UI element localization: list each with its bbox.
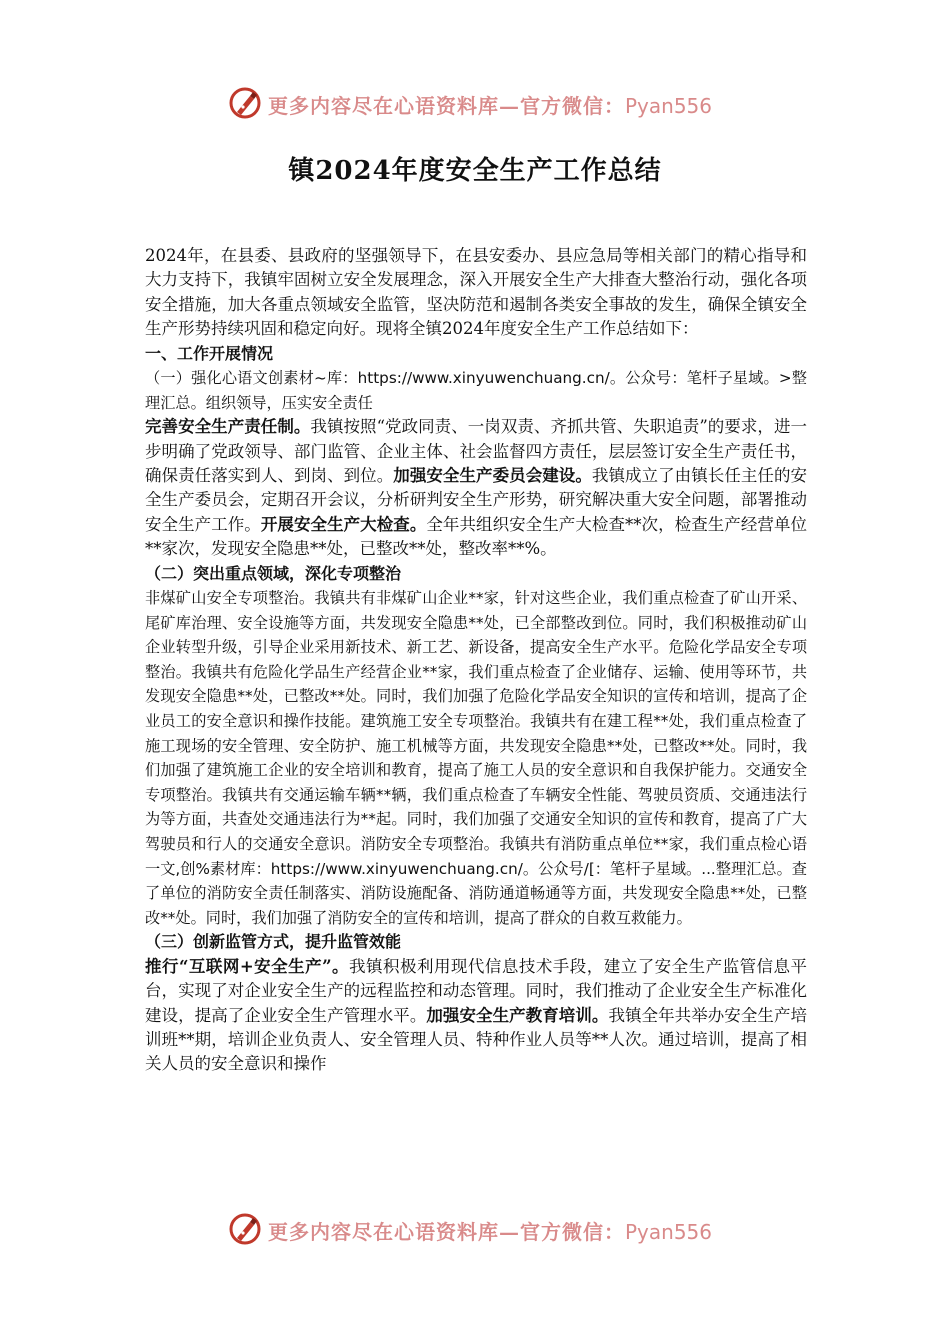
bold-lead-2: 加强安全生产委员会建设。	[393, 466, 592, 486]
banner-slogan-bottom: 更多内容尽在心语资料库—官方微信：	[268, 1220, 625, 1244]
bold-lead-3: 开展安全生产大检查。	[260, 514, 427, 534]
banner-text	[268, 90, 712, 119]
bold-lead-4: 推行“互联网+安全生产”。	[145, 956, 350, 976]
subsection-2-paragraph: 非煤矿山安全专项整治。我镇共有非煤矿山企业**家，针对这些企业，我们重点检查了矿山开采、尾矿库治理、安全设施等方面，共发现安全隐患**处，已全部整改到位。同时，我们积极推动矿山企业转型升级，引导企业采用新技术、新工艺、新设备，提高安全生产水平。危险化学品安全专项整治。我镇共有危险化学品生产经营企业**家，我们重点检查了企业储存、运输、使用等环节，共发现安全隐患**处，已整改**处。同时，我们加强了危险化学品安全知识的宣传和培训，提高了企业员工的安全意识和操作技能。建筑施工安全专项整治。我镇共有在建工程**处，我们重点检查了施工现场的安全管理、安全防护、施工机械等方面，共发现安全隐患**处，已整改**处。同时，我们加强了建筑施工企业的安全培训和教育，提高了施工人员的安全意识和自我保护能力。交通安全专项整治。我镇共有交通运输车辆**辆，我们重点检查了车辆安全性能、驾驶员资质、交通违法行为等方面，共查处交通违法行为**起。同时，我们加强了交通安全知识的宣传和教育，提高了广大驾驶员和行人的交通安全意识。消防安全专项整治。我镇共有消防重点单位**家，我们重点检心语一文,创%素材库：https://www.xinyuwenchuang.cn/。公众号/[：笔杆子星域。...整理汇总。查了单位的消防安全责任制落实、消防设施配备、消防通道畅通等方面，共发现安全隐患**处，已整改**处。同时，我们加强了消防安全的宣传和培训，提高了群众的自救互救能力。	[145, 589, 807, 927]
subsection-1-heading: （一）强化心语文创素材~库：https://www.xinyuwenchuang.cn/。公众号：笔杆子星域。>整理汇总。组织领导，压实安全责任	[145, 369, 807, 412]
banner-wechat-id: Pyan556	[625, 94, 713, 118]
header-banner	[0, 84, 950, 124]
paragraph-text-3: 全年共组织安全生产大检查**次，检查生产经营单位**家次，发现安全隐患**处，已整改**处，整改率**%。	[145, 514, 808, 559]
banner-slogan: 更多内容尽在心语资料库—官方微信：	[268, 94, 625, 118]
document-title: 镇2024年度安全生产工作总结	[288, 156, 662, 186]
paragraph-text-4: 我镇积极利用现代信息技术手段，建立了安全生产监管信息平台，实现了对企业安全生产的远程监控和动态管理。同时，我们推动了企业安全生产标准化建设，提高了企业安全生产管理水平。	[145, 956, 808, 1025]
bold-lead-5: 加强安全生产教育培训。	[426, 1005, 609, 1025]
bold-lead-1: 完善安全生产责任制。	[145, 417, 311, 437]
paragraph-text-2: 我镇成立了由镇长任主任的安全生产委员会，定期召开会议，分析研判安全生产形势，研究解决重大安全问题，部署推动安全生产工作。	[145, 466, 808, 534]
intro-paragraph: 2024年，在县委、县政府的坚强领导下，在县安委办、县应急局等相关部门的精心指导和大力支持下，我镇牢固树立安全发展理念，深入开展安全生产大排查大整治行动，强化各项安全措施，加大各重点领域安全监管，坚决防范和遏制各类安全事故的发生，确保全镇安全生产形势持续巩固和稳定向好。现将全镇2024年度安全生产工作总结如下：	[145, 246, 807, 339]
subsection-1-paragraph	[145, 415, 807, 561]
banner-wechat-id-bottom: Pyan556	[625, 1220, 713, 1244]
subsection-3-heading: （三）创新监管方式，提升监管效能	[145, 932, 402, 952]
footer-banner	[0, 1210, 950, 1250]
pen-nib-logo-icon	[228, 86, 262, 120]
section-1-heading: 一、工作开展情况	[145, 343, 274, 363]
document-body	[145, 244, 807, 1077]
subsection-3-paragraph	[145, 955, 807, 1077]
banner-text-bottom	[268, 1216, 712, 1245]
subsection-2-heading: （二）突出重点领域，深化专项整治	[145, 563, 402, 583]
paragraph-text-1: 我镇按照“党政同责、一岗双责、齐抓共管、失职追责”的要求，进一步明确了党政领导、部门监管、企业主体、社会监督四方责任，层层签订安全生产责任书，确保责任落实到人、到岗、到位。	[145, 417, 807, 486]
paragraph-text-5: 我镇全年共举办安全生产培训班**期，培训企业负责人、安全管理人员、特种作业人员等**人次。通过培训，提高了相关人员的安全意识和操作	[145, 1005, 808, 1074]
pen-nib-logo-icon	[228, 1212, 262, 1246]
